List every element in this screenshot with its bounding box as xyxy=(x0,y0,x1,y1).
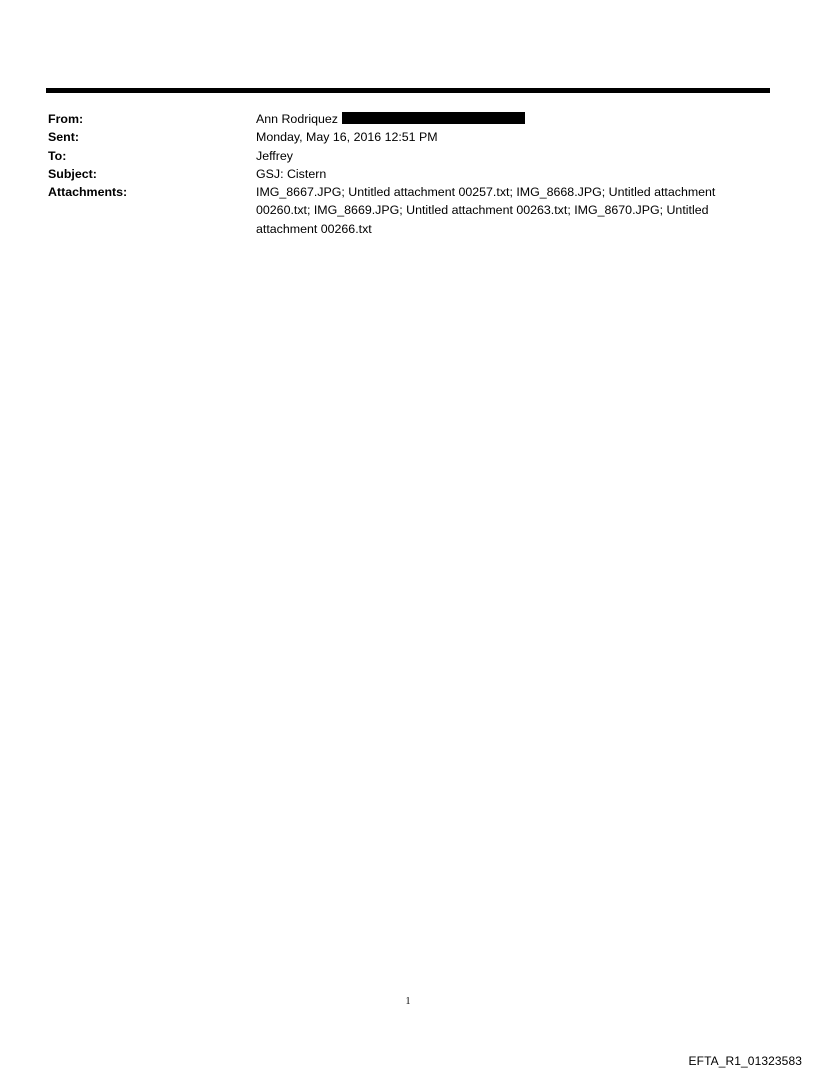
sent-row xyxy=(48,128,768,146)
attachments-row xyxy=(48,183,768,238)
email-header xyxy=(48,110,768,238)
subject-label: Subject: xyxy=(48,166,97,181)
redaction-block xyxy=(342,112,525,124)
from-value: Ann Rodriquez xyxy=(256,112,338,126)
sent-value: Monday, May 16, 2016 12:51 PM xyxy=(256,130,438,145)
attachments-label: Attachments: xyxy=(48,185,128,200)
from-row xyxy=(48,110,768,128)
page-number: 1 xyxy=(405,996,411,1007)
to-value: Jeffrey xyxy=(256,148,293,163)
attachments-value: IMG_8667.JPG; Untitled attachment 00257.txt; IMG_8668.JPG; Untitled attachment 00260.txt; IMG_8669.JPG; Untitled attachment 00263.txt; IMG_8670.JPG; Untitled attachment 00266.txt xyxy=(256,185,716,236)
subject-value: GSJ: Cistern xyxy=(256,166,327,181)
header-divider xyxy=(46,88,770,93)
to-label: To: xyxy=(48,148,67,163)
bates-number: EFTA_R1_01323583 xyxy=(688,1054,802,1068)
from-label: From: xyxy=(48,112,84,126)
to-row xyxy=(48,147,768,165)
subject-row xyxy=(48,165,768,183)
from-value-container xyxy=(256,110,768,128)
sent-label: Sent: xyxy=(48,130,79,145)
